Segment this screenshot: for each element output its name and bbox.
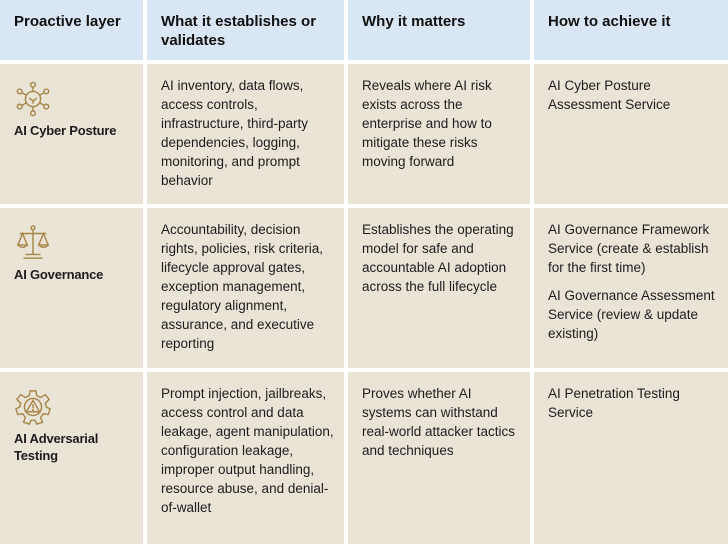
layer-name: AI Governance xyxy=(14,267,104,282)
why-cell: Reveals where AI risk exists across the enterprise and how to mitigate these risks moving forward xyxy=(348,64,530,204)
establishes-cell: Prompt injection, jailbreaks, access control and data leakage, agent manipulation, configuration leakage, improper output handling, resource abuse, and denial-of-wallet xyxy=(147,372,344,544)
how-cell xyxy=(534,64,728,204)
header-how-to-achieve: How to achieve it xyxy=(534,0,728,60)
why-cell: Establishes the operating model for safe and accountable AI adoption across the full lifecycle xyxy=(348,208,530,368)
how-item: AI Governance Assessment Service (review & update existing) xyxy=(548,288,715,341)
layer-cell-governance xyxy=(0,208,143,368)
header-proactive-layer: Proactive layer xyxy=(0,0,143,60)
layer-name: AI Adversarial Testing xyxy=(14,431,99,463)
why-cell: Proves whether AI systems can withstand real-world attacker tactics and techniques xyxy=(348,372,530,544)
establishes-cell: AI inventory, data flows, access controls, infrastructure, third-party dependencies, logging, monitoring, and prompt behavior xyxy=(147,64,344,204)
layer-cell-adversarial xyxy=(0,372,143,544)
how-item: AI Penetration Testing Service xyxy=(548,386,680,420)
how-cell xyxy=(534,208,728,368)
gear-alert-icon xyxy=(14,388,52,426)
how-item: AI Cyber Posture Assessment Service xyxy=(548,78,671,112)
how-cell xyxy=(534,372,728,544)
how-item: AI Governance Framework Service (create & establish for the first time) xyxy=(548,222,710,275)
scales-icon xyxy=(14,224,52,262)
layer-cell-cyber-posture xyxy=(0,64,143,204)
network-hub-icon xyxy=(14,80,52,118)
header-why-it-matters: Why it matters xyxy=(348,0,530,60)
establishes-cell: Accountability, decision rights, policies, risk criteria, lifecycle approval gates, exception management, regulatory alignment, assurance, and executive reporting xyxy=(147,208,344,368)
layer-name: AI Cyber Posture xyxy=(14,123,117,138)
header-what-it-establishes: What it establishes or validates xyxy=(147,0,344,60)
